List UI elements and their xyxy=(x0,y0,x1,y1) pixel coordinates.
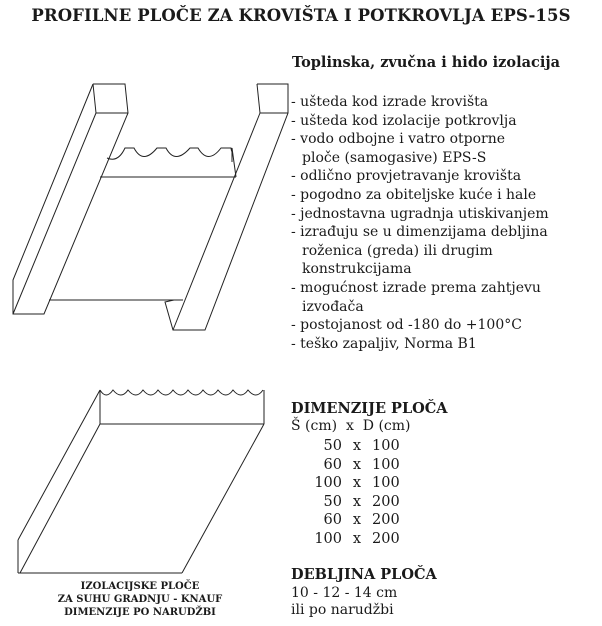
insulation-board-diagram xyxy=(0,370,280,585)
feature-item: - jednostavna ugradnja utiskivanjem xyxy=(291,205,549,222)
feature-item: - teško zapaljiv, Norma B1 xyxy=(291,335,477,352)
page-title: PROFILNE PLOČE ZA KROVIŠTA I POTKROVLJA EPS-15S xyxy=(31,6,571,25)
table-row: 100 x 200 xyxy=(314,530,400,547)
thickness-values: 10 - 12 - 14 cm xyxy=(291,585,398,601)
table-row: 60 x 100 xyxy=(323,456,400,473)
feature-item: - odlično provjetravanje krovišta xyxy=(291,168,522,185)
feature-item: - mogućnost izrade prema zahtjevu izvođača xyxy=(291,279,541,315)
feature-item: - ušteda kod izrade krovišta xyxy=(291,94,489,110)
table-row: 50 x 100 xyxy=(323,438,400,454)
dimensions-units: Š (cm) x D (cm) xyxy=(291,418,411,434)
feature-item: - ušteda kod izolacije potkrovlja xyxy=(291,112,517,129)
dimensions-heading: DIMENZIJE PLOČA xyxy=(291,400,448,417)
thickness-note: ili po narudžbi xyxy=(291,602,394,618)
feature-item: - vodo odbojne i vatro otporne ploče (samogasive) EPS-S xyxy=(291,131,506,166)
dimensions-table xyxy=(296,437,412,548)
feature-list xyxy=(291,93,601,353)
table-row: 100 x 100 xyxy=(314,475,400,491)
subtitle: Toplinska, zvučna i hido izolacija xyxy=(292,54,560,71)
feature-item: - pogodno za obiteljske kuće i hale xyxy=(291,186,537,203)
table-row: 60 x 200 xyxy=(323,512,400,528)
table-row: 50 x 200 xyxy=(323,493,400,510)
thickness-heading: DEBLJINA PLOČA xyxy=(291,566,437,583)
board-caption: IZOLACIJSKE PLOČE ZA SUHU GRADNJU - KNAUF DIMENZIJE PO NARUDŽBI xyxy=(57,581,223,618)
feature-item: - postojanost od -180 do +100°C xyxy=(291,317,522,334)
rafter-panel-diagram xyxy=(0,60,300,360)
feature-item: - izrađuju se u dimenzijama debljina roženica (greda) ili drugim konstrukcijama xyxy=(291,224,548,278)
